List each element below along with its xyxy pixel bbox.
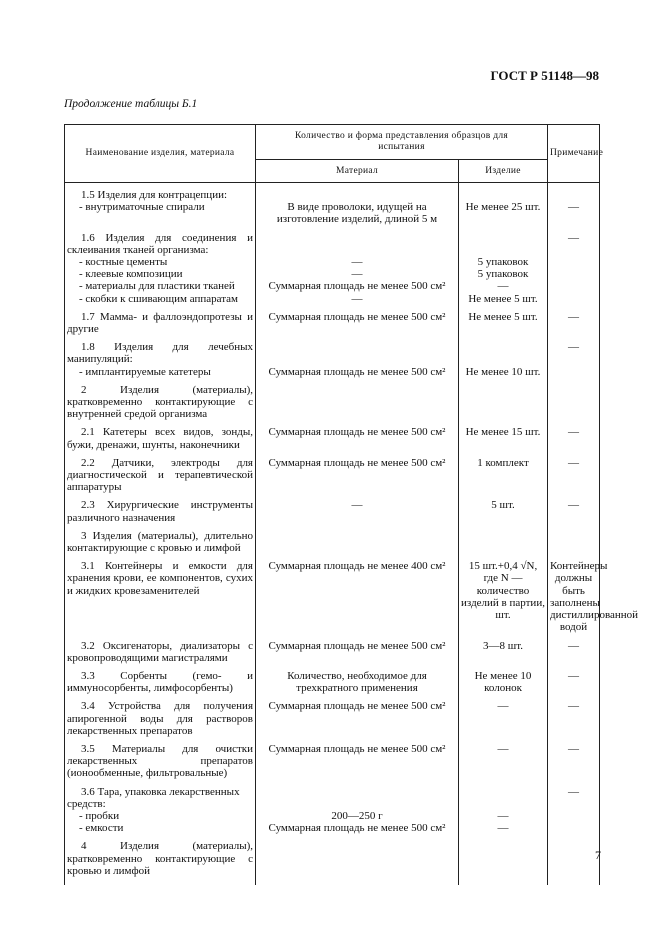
row-note: — (548, 457, 600, 494)
table-row (65, 530, 600, 554)
row-item-name: 2 Изделия (материалы), кратковременно контактирующие с внутренней средой организма (65, 384, 256, 421)
header-name: Наименование изделия, материала (65, 125, 256, 183)
row-note: — (548, 786, 600, 810)
table-row (65, 640, 600, 664)
row-item-name: - имплантируемые катетеры (65, 366, 256, 378)
row-material: Суммарная площадь не менее 500 см² (256, 822, 459, 834)
table-row (65, 280, 600, 292)
row-material: Суммарная площадь не менее 500 см² (256, 366, 459, 378)
table-row (65, 743, 600, 780)
row-item-name: - клеевые композиции (65, 268, 256, 280)
table-row (65, 268, 600, 280)
row-material: — (256, 293, 459, 305)
row-product (459, 232, 548, 256)
row-item-name: - пробки (65, 810, 256, 822)
row-item-name: 2.3 Хирургические инструменты различного назначения (65, 499, 256, 523)
row-product: 3—8 шт. (459, 640, 548, 664)
row-item-name: 3.3 Сорбенты (гемо- и иммуносорбенты, лимфосорбенты) (65, 670, 256, 694)
table-row (65, 366, 600, 378)
row-note: — (548, 640, 600, 664)
row-item-name: 3.6 Тара, упаковка лекарственных средств: (65, 786, 256, 810)
row-product: Не менее 15 шт. (459, 426, 548, 450)
row-product: — (459, 743, 548, 780)
row-item-name: 3.5 Материалы для очистки лекарственных препаратов (ионообменные, фильтровальные) (65, 743, 256, 780)
row-material (256, 341, 459, 365)
table-row (65, 786, 600, 810)
row-material (256, 384, 459, 421)
table-row (65, 840, 600, 877)
header-note: Примечание (548, 125, 600, 183)
row-product: — (459, 810, 548, 822)
row-item-name: 3 Изделия (материалы), длительно контактирующие с кровью и лимфой (65, 530, 256, 554)
row-material: В виде проволоки, идущей на изготовление изделий, длиной 5 м (256, 201, 459, 225)
table-row (65, 293, 600, 305)
row-material (256, 530, 459, 554)
row-material: Суммарная площадь не менее 500 см² (256, 640, 459, 664)
header-quantity-group: Количество и форма представления образцов для испытания (256, 125, 548, 160)
table-row (65, 822, 600, 834)
row-product: Не менее 10 колонок (459, 670, 548, 694)
row-product: — (459, 700, 548, 737)
row-material: Суммарная площадь не менее 500 см² (256, 700, 459, 737)
row-product: — (459, 822, 548, 834)
row-item-name: 1.5 Изделия для контрацепции: (65, 189, 256, 201)
row-note (548, 189, 600, 201)
row-note (548, 256, 600, 268)
row-product (459, 341, 548, 365)
row-note (548, 280, 600, 292)
table-row (65, 232, 600, 256)
row-material: Суммарная площадь не менее 500 см² (256, 743, 459, 780)
table-row (65, 499, 600, 523)
row-item-name: 3.4 Устройства для получения апирогенной воды для растворов лекарственных препаратов (65, 700, 256, 737)
table-row (65, 426, 600, 450)
row-product (459, 786, 548, 810)
table-row (65, 256, 600, 268)
table-row (65, 341, 600, 365)
row-note: Контейнеры должны быть заполнены дистиллированной водой (548, 560, 600, 633)
row-material: Суммарная площадь не менее 500 см² (256, 280, 459, 292)
header-material: Материал (256, 160, 459, 183)
page-number: 7 (595, 848, 601, 862)
row-product: 15 шт.+0,4 √N, где N — количество изделий в партии, шт. (459, 560, 548, 633)
row-product: 5 шт. (459, 499, 548, 523)
row-item-name: 2.1 Катетеры всех видов, зонды, бужи, дренажи, шунты, наконечники (65, 426, 256, 450)
row-note (548, 810, 600, 822)
table-row (65, 670, 600, 694)
requirements-table (64, 124, 639, 885)
row-note: — (548, 700, 600, 737)
row-product: 5 упаковок (459, 268, 548, 280)
row-product: Не менее 10 шт. (459, 366, 548, 378)
row-note: — (548, 341, 600, 365)
row-product: 1 комплект (459, 457, 548, 494)
document-code: ГОСТ Р 51148—98 (490, 68, 599, 83)
row-material: — (256, 256, 459, 268)
row-material: Суммарная площадь не менее 500 см² (256, 457, 459, 494)
row-note: — (548, 311, 600, 335)
header-product: Изделие (459, 160, 548, 183)
row-item-name: 1.6 Изделия для соединения и склеивания тканей организма: (65, 232, 256, 256)
row-product: Не менее 5 шт. (459, 311, 548, 335)
row-item-name: 1.8 Изделия для лечебных манипуляций: (65, 341, 256, 365)
table-body (65, 183, 639, 885)
row-item-name: - скобки к сшивающим аппаратам (65, 293, 256, 305)
row-material (256, 840, 459, 877)
row-note: — (548, 426, 600, 450)
row-material: Суммарная площадь не менее 500 см² (256, 311, 459, 335)
row-item-name: 4 Изделия (материалы), кратковременно контактирующие с кровью и лимфой (65, 840, 256, 877)
row-item-name: 3.2 Оксигенаторы, диализаторы с кровопроводящими магистралями (65, 640, 256, 664)
table-row (65, 189, 600, 201)
row-item-name: 1.7 Мамма- и фаллоэндопротезы и другие (65, 311, 256, 335)
row-product (459, 384, 548, 421)
row-note (548, 530, 600, 554)
row-item-name: 2.2 Датчики, электроды для диагностической и терапевтической аппаратуры (65, 457, 256, 494)
table-row (65, 311, 600, 335)
row-note (548, 366, 600, 378)
row-item-name: - внутриматочные спирали (65, 201, 256, 225)
table-row (65, 384, 600, 421)
row-item-name: 3.1 Контейнеры и емкости для хранения крови, ее компонентов, сухих и жидких кровезаменителей (65, 560, 256, 633)
row-note (548, 384, 600, 421)
table-row (65, 457, 600, 494)
table-row (65, 560, 600, 633)
row-product (459, 530, 548, 554)
row-note (548, 822, 600, 834)
table-row (65, 700, 600, 737)
row-material: — (256, 268, 459, 280)
row-note: — (548, 670, 600, 694)
row-product: Не менее 25 шт. (459, 201, 548, 225)
row-note: — (548, 232, 600, 256)
row-material: Количество, необходимое для трехкратного применения (256, 670, 459, 694)
row-note: — (548, 743, 600, 780)
table-row (65, 810, 600, 822)
row-note: — (548, 499, 600, 523)
row-material: Суммарная площадь не менее 400 см² (256, 560, 459, 633)
row-product: — (459, 280, 548, 292)
table-row (65, 201, 600, 225)
row-product (459, 840, 548, 877)
row-material (256, 189, 459, 201)
row-item-name: - материалы для пластики тканей (65, 280, 256, 292)
row-product (459, 189, 548, 201)
row-note (548, 840, 600, 877)
row-material: — (256, 499, 459, 523)
row-material (256, 232, 459, 256)
row-product: 5 упаковок (459, 256, 548, 268)
row-product: Не менее 5 шт. (459, 293, 548, 305)
row-note: — (548, 201, 600, 225)
row-item-name: - емкости (65, 822, 256, 834)
row-material (256, 786, 459, 810)
row-material: 200—250 г (256, 810, 459, 822)
table-continuation-label: Продолжение таблицы Б.1 (64, 98, 198, 110)
row-material: Суммарная площадь не менее 500 см² (256, 426, 459, 450)
row-note (548, 268, 600, 280)
row-note (548, 293, 600, 305)
row-item-name: - костные цементы (65, 256, 256, 268)
